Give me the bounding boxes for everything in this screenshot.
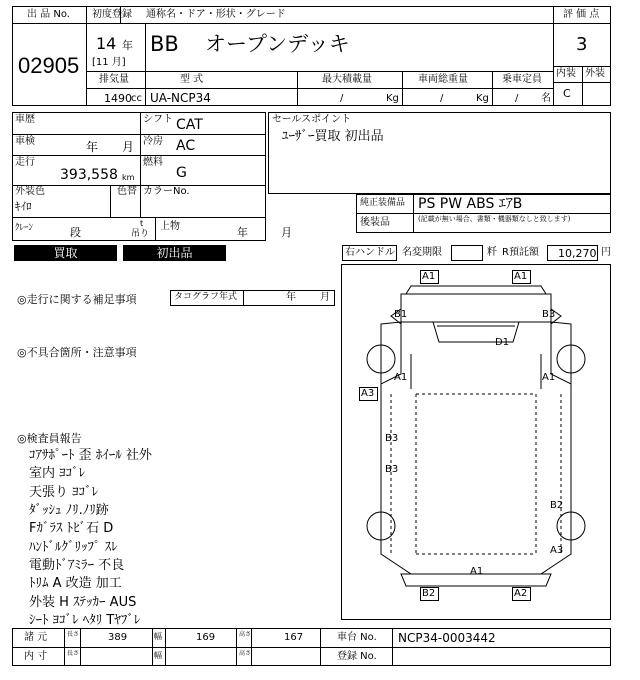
mark-a2-bottom: A2	[514, 588, 528, 599]
mileage-label: 走行	[15, 157, 35, 168]
car-name: BB	[150, 32, 179, 56]
steering-value: 右ハンドル	[345, 247, 395, 258]
max-load-unit: Kg	[386, 93, 399, 104]
recycle-deposit-label: R預託額	[502, 247, 539, 258]
registration-year: 14	[96, 34, 117, 53]
name-change-label: 名変期限	[402, 247, 442, 258]
tachograph-month-unit: 月	[320, 292, 330, 303]
displacement-value: 1490	[104, 92, 132, 105]
lot-number: 02905	[18, 53, 80, 78]
width-label: 幅	[154, 632, 162, 641]
capacity-unit: 名	[541, 93, 551, 104]
model-code: UA-NCP34	[150, 91, 211, 105]
mileage-unit: km	[122, 173, 135, 182]
tachograph-label: タコグラフ年式	[174, 292, 238, 302]
mark-b2-bottom: B2	[422, 588, 436, 599]
mark-b2-right: B2	[550, 500, 564, 511]
inspection-month-unit: 月	[122, 140, 135, 154]
max-load-slash: /	[340, 93, 344, 104]
details-frame	[12, 112, 266, 241]
length-label: 長さ	[67, 631, 80, 638]
mark-a1-right: A1	[542, 372, 556, 383]
report-line: ﾊﾝﾄﾞﾙｸﾞﾘｯﾌﾟ ｽﾚ	[29, 540, 118, 555]
length-value: 389	[108, 632, 128, 643]
crane-t: t	[140, 219, 144, 228]
mark-b1: B1	[394, 309, 408, 320]
mark-a1-front-left: A1	[422, 271, 436, 282]
mark-a1-front-right: A1	[514, 271, 528, 282]
score-label: 評 価 点	[563, 9, 600, 20]
mark-a1-bottom: A1	[470, 566, 484, 577]
exterior-color-value: ｷｲﾛ	[15, 200, 32, 213]
driving-notes-label: ◎走行に関する補足事項	[17, 293, 137, 306]
mileage-mark: 粁	[487, 247, 497, 258]
aftermarket-note: (記載が無い場合、書類・機器類なしと致します)	[418, 215, 571, 223]
tachograph-year-unit: 年	[286, 292, 296, 303]
chassis-label: 車台 No.	[337, 632, 377, 643]
height-value: 167	[284, 632, 304, 643]
mileage-value: 393,558	[60, 167, 118, 183]
aftermarket-label: 後装品	[360, 217, 390, 228]
max-load-label: 最大積載量	[322, 74, 372, 85]
header-frame	[12, 6, 611, 106]
ac-label: 冷房	[143, 136, 163, 147]
length-label-inner: 長さ	[67, 650, 80, 657]
report-line: ﾄﾘﾑ A 改造 加工	[29, 576, 122, 591]
mark-b3-left-1: B3	[385, 433, 399, 444]
capacity-label: 乗車定員	[502, 74, 542, 85]
crane-stage: 段	[70, 226, 81, 239]
mark-d1: D1	[495, 337, 510, 348]
report-line: ｼｰﾄ ﾖｺﾞﾚ ﾍﾀﾘ Tﾔﾌﾞﾚ	[29, 613, 141, 628]
inner-dimensions-label: 内 寸	[24, 651, 48, 662]
interior-grade: C	[563, 87, 571, 100]
height-label-inner: 高さ	[239, 650, 252, 657]
height-label: 高さ	[239, 631, 252, 638]
dimensions-label: 諸 元	[24, 632, 48, 643]
sales-point-text: ﾕｰｻﾞｰ買取 初出品	[282, 129, 384, 144]
registration-year-unit: 年	[122, 39, 133, 52]
upper-year-unit: 年	[237, 226, 248, 239]
recycle-deposit-value: 10,270	[558, 247, 597, 260]
fuel-value: G	[176, 165, 187, 181]
report-line: Fｶﾞﾗｽ ﾄﾋﾞ石 D	[29, 521, 114, 536]
report-line: ｺｱｻﾎﾟｰﾄ 歪 ﾎｲｰﾙ 社外	[29, 448, 152, 463]
interior-label: 内装	[556, 68, 576, 79]
mark-b3-left-2: B3	[385, 464, 399, 475]
evaluation-score: 3	[576, 34, 588, 55]
purchase-badge: 買取	[14, 245, 117, 261]
mark-b3-top: B3	[542, 309, 556, 320]
ac-value: AC	[176, 138, 196, 154]
model-type-label: 型 式	[180, 74, 204, 85]
inspector-report-label: ◎検査員報告	[17, 432, 82, 445]
equipment-label: 純正装備品	[360, 198, 406, 208]
chassis-number: NCP34-0003442	[398, 631, 496, 645]
model-line-label: 通称名・ドア・形状・グレード	[146, 9, 286, 20]
width-label-inner: 幅	[154, 651, 162, 660]
crane-label: ｸﾚｰﾝ	[15, 223, 34, 233]
shift-value: CAT	[176, 117, 203, 133]
mark-a3-right: A3	[550, 545, 564, 556]
capacity-slash: /	[515, 93, 519, 104]
displacement-label: 排気量	[99, 74, 129, 85]
inspection-label: 車検	[15, 136, 35, 147]
car-grade: オープンデッキ	[205, 32, 350, 56]
shift-label: シフト	[143, 114, 173, 125]
registration-month: [11 月]	[92, 57, 126, 68]
report-line: 室内 ﾖｺﾞﾚ	[29, 466, 86, 481]
exterior-label: 外装	[585, 68, 605, 79]
displacement-unit: cc	[131, 93, 142, 104]
history-label: 車歴	[15, 114, 35, 125]
crane-lift: 吊り	[131, 229, 150, 239]
equipment-value: PS PW ABS ｴｱB	[418, 196, 523, 212]
sales-point-label: セールスポイント	[272, 114, 352, 125]
fuel-label: 燃料	[143, 157, 163, 168]
yen-unit: 円	[601, 247, 611, 258]
width-value: 169	[196, 632, 216, 643]
exterior-color-label: 外装色	[15, 186, 45, 197]
lot-no-label: 出 品 No.	[27, 9, 70, 20]
inspection-year-unit: 年	[86, 140, 99, 154]
color-no-label: カラーNo.	[143, 186, 190, 197]
first-registration-label: 初度登録	[92, 9, 132, 20]
gross-weight-unit: Kg	[476, 93, 489, 104]
mark-a1-left: A1	[394, 372, 408, 383]
report-line: 外装 H ｽﾃｯｶｰ AUS	[29, 595, 137, 610]
defects-label: ◎不具合箇所・注意事項	[17, 346, 137, 359]
registration-no-label: 登録 No.	[337, 651, 377, 662]
report-line: ﾀﾞｯｼｭ ﾉﾘ.ﾉﾘ跡	[29, 503, 109, 518]
name-change-box	[451, 245, 483, 261]
gross-weight-slash: /	[440, 93, 444, 104]
mark-a3-left: A3	[361, 388, 375, 399]
gross-weight-label: 車両総重量	[418, 74, 468, 85]
color-code-label: 色替	[117, 186, 137, 197]
upper-month-unit: 月	[281, 226, 292, 239]
upper-label: 上物	[160, 221, 180, 232]
report-line: 電動ﾄﾞｱﾐﾗｰ 不良	[29, 558, 125, 573]
report-line: 天張り ﾖｺﾞﾚ	[29, 485, 99, 500]
first-listing-badge: 初出品	[123, 245, 226, 261]
